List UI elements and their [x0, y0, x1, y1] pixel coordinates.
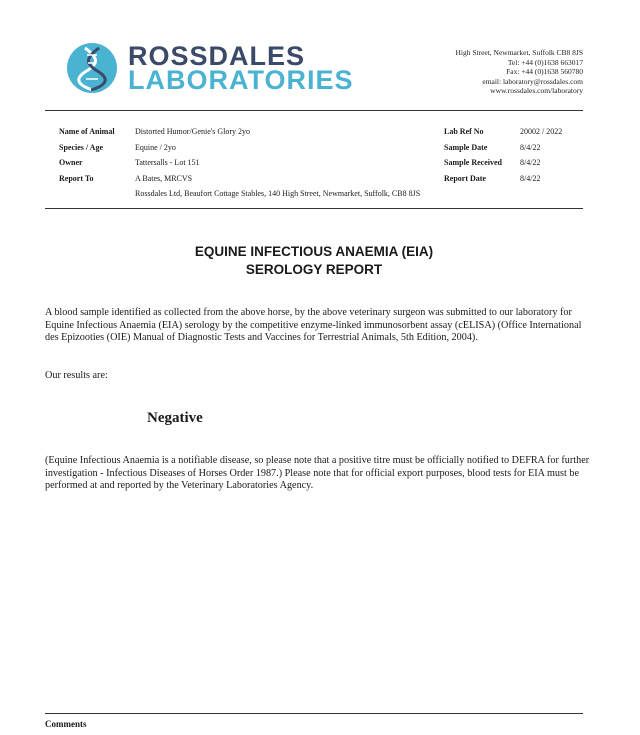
report-title: EQUINE INFECTIOUS ANAEMIA (EIA) [194, 244, 434, 259]
report-date-label: Report Date [444, 174, 486, 183]
address-fax: Fax: +44 (0)1638 560780 [506, 67, 583, 76]
name-of-animal-label: Name of Animal [59, 127, 115, 136]
report-to-value: A Bates, MRCVS [135, 174, 193, 183]
name-of-animal-value: Distorted Humor/Genie's Glory 2yo [135, 127, 250, 136]
comments-label: Comments [45, 719, 87, 729]
details-divider [45, 208, 583, 209]
species-age-value: Equine / 2yo [135, 143, 176, 152]
comments-divider [45, 713, 583, 714]
sample-date-label: Sample Date [444, 143, 488, 152]
address-website[interactable]: www.rossdales.com/laboratory [490, 86, 583, 95]
address-tel: Tel: +44 (0)1638 663017 [507, 57, 583, 67]
owner-label: Owner [59, 158, 83, 167]
company-name-line1: ROSSDALES [128, 41, 306, 71]
company-name [128, 41, 354, 95]
lab-ref-label: Lab Ref No [444, 127, 484, 136]
dna-helix-icon [66, 42, 118, 94]
report-to-label: Report To [59, 174, 94, 183]
species-age-label: Species / Age [59, 143, 103, 152]
sample-received-value: 8/4/22 [520, 158, 541, 167]
address-street: High Street, Newmarket, Suffolk CB8 8JS [455, 48, 583, 57]
lab-ref-value: 20002 / 2022 [520, 127, 563, 136]
report-to-address: Rossdales Ltd, Beaufort Cottage Stables, 140 High Street, Newmarket, Suffolk, CB8 8JS [135, 189, 421, 198]
owner-value: Tattersalls - Lot 151 [135, 158, 200, 167]
intro-paragraph: A blood sample identified as collected from the above horse, by the above veterinary surgeon was submitted to our laboratory for Equine Infectious Anaemia (EIA) serology by the competitive enzyme-linked immunosorbent assay (cELISA) (Office International des Epizooties (OIE) Manual of Diagnostic Tests and Vaccines for Terrestrial Animals, 5th Edition, 2004). [45, 307, 582, 344]
company-name-line2: LABORATORIES [128, 65, 354, 95]
address-email[interactable]: email: laboratory@rossdales.com [482, 76, 583, 86]
report-date-value: 8/4/22 [520, 174, 541, 183]
company-address [455, 48, 583, 96]
sample-received-label: Sample Received [444, 158, 502, 167]
test-result: Negative [147, 410, 203, 426]
sample-date-value: 8/4/22 [520, 143, 541, 152]
results-label: Our results are: [45, 370, 108, 381]
report-subtitle: SEROLOGY REPORT [245, 262, 383, 277]
notice-paragraph: (Equine Infectious Anaemia is a notifiable disease, so please note that a positive titre must be officially notified to DEFRA for further investigation - Infectious Diseases of Horses Order 1987.) Please note that for official export purposes, blood tests for EIA must be performed at and reported by the Veterinary Laboratories Agency. [45, 455, 590, 492]
header-divider [45, 110, 583, 111]
company-logo [66, 41, 354, 95]
